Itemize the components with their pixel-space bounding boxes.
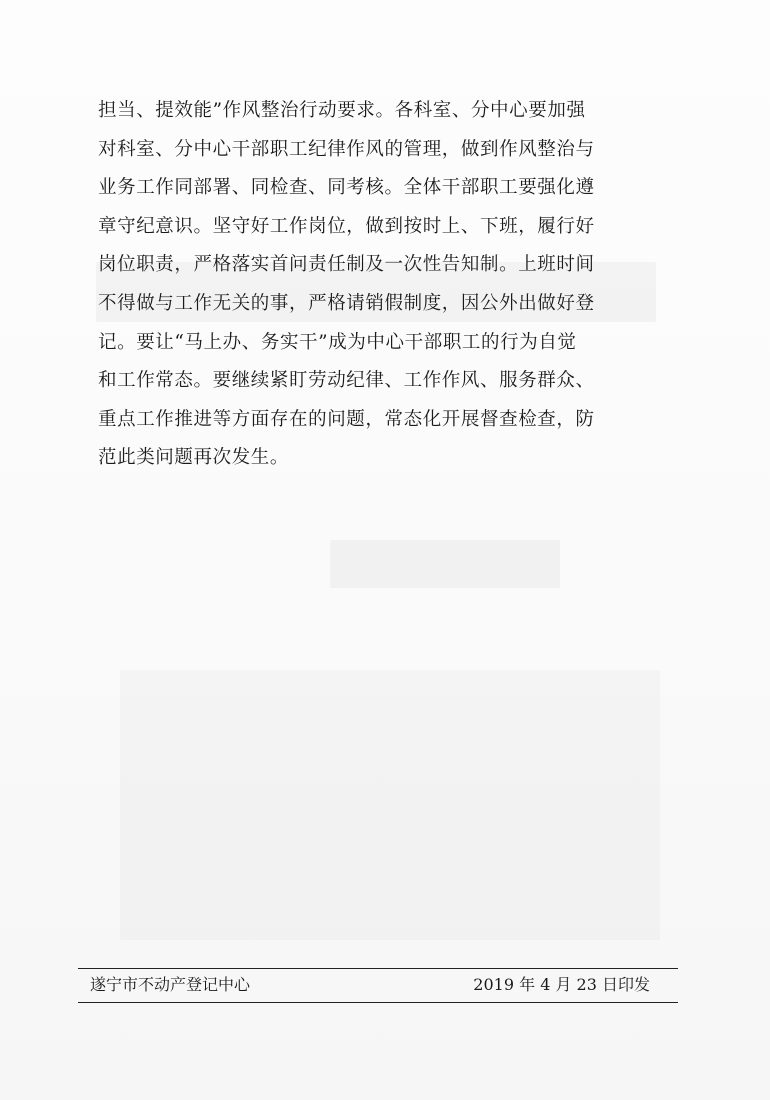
body-line: 岗位职责，严格落实首问责任制及一次性告知制。上班时间 <box>98 254 595 276</box>
body-line: 记。要让“马上办、务实干”成为中心干部职工的行为自觉 <box>98 331 577 353</box>
show-through-shadow <box>330 540 560 588</box>
footer-bottom-rule <box>78 1002 678 1003</box>
footer-issuer: 遂宁市不动产登记中心 <box>90 975 251 994</box>
body-line: 不得做与工作无关的事，严格请销假制度，因公外出做好登 <box>98 292 595 314</box>
body-text <box>98 92 668 478</box>
body-line: 业务工作同部署、同检查、同考核。全体干部职工要强化遵 <box>98 177 595 199</box>
body-line: 范此类问题再次发生。 <box>98 447 290 469</box>
show-through-shadow <box>120 670 660 940</box>
body-line: 和工作常态。要继续紧盯劳动纪律、工作作风、服务群众、 <box>98 370 595 392</box>
footer-issue-date: 2019 年 4 月 23 日印发 <box>473 975 650 994</box>
footer-top-rule <box>78 968 678 969</box>
body-line: 重点工作推进等方面存在的问题，常态化开展督查检查，防 <box>98 408 595 430</box>
body-line: 章守纪意识。坚守好工作岗位，做到按时上、下班，履行好 <box>98 215 595 237</box>
body-line: 担当、提效能”作风整治行动要求。各科室、分中心要加强 <box>98 100 586 121</box>
body-line: 对科室、分中心干部职工纪律作风的管理，做到作风整治与 <box>98 138 595 160</box>
